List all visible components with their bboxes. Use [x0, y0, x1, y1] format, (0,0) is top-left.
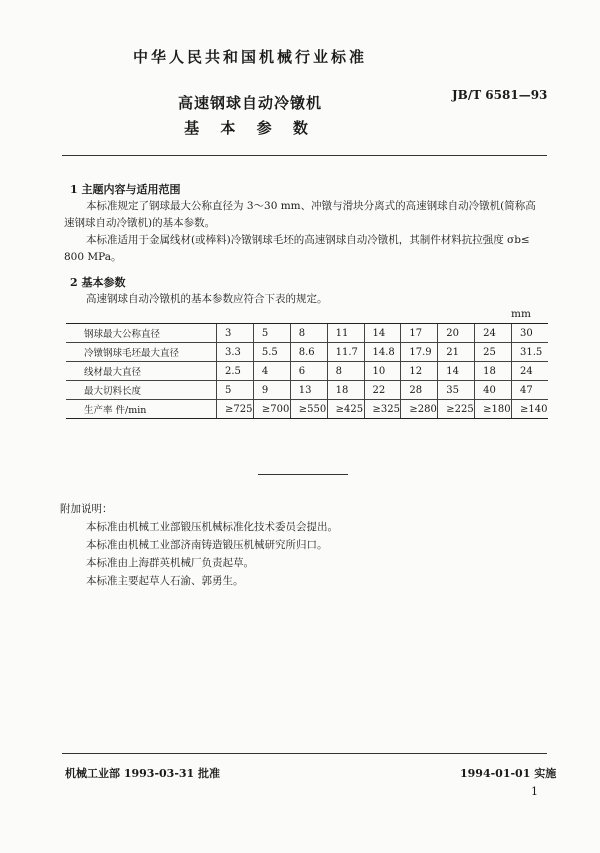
section-1-paragraph-1-line-2: 速钢球自动冷镦机)的基本参数。 — [64, 217, 216, 229]
table-cell: ≥700 — [253, 400, 290, 419]
parameters-table — [66, 323, 548, 419]
additional-notes — [60, 500, 338, 590]
section-1-heading: 1 主题内容与适用范围 — [70, 183, 181, 196]
table-unit: mm — [511, 308, 531, 320]
standard-code: JB/T 6581—93 — [452, 88, 548, 102]
table-cell: 22 — [364, 381, 401, 400]
table-cell: 3.3 — [217, 343, 254, 362]
row-label: 最大切料长度 — [66, 381, 217, 400]
footer-divider — [62, 753, 547, 754]
table-cell: ≥550 — [290, 400, 327, 419]
table-cell: 14 — [438, 362, 475, 381]
table-cell: 8 — [290, 324, 327, 343]
table-cell: 2.5 — [217, 362, 254, 381]
table-cell: ≥725 — [217, 400, 254, 419]
section-1-paragraph-2-line-1: 本标准适用于金属线材(或棒料)冷镦钢球毛坯的高速钢球自动冷镦机，其制件材料抗拉强度 σb≤ — [86, 234, 530, 246]
standard-category: 中华人民共和国机械行业标准 — [132, 48, 367, 66]
table-cell: 40 — [475, 381, 512, 400]
table-cell: 8.6 — [290, 343, 327, 362]
table-cell: 17 — [401, 324, 438, 343]
table-row — [66, 381, 548, 400]
document-title: 高速钢球自动冷镦机 — [177, 94, 322, 112]
table-cell: 11.7 — [327, 343, 364, 362]
table-cell: 5 — [253, 324, 290, 343]
implementation-date: 1994-01-01 实施 — [460, 767, 557, 780]
section-2-intro: 高速钢球自动冷镦机的基本参数应符合下表的规定。 — [86, 293, 328, 305]
table-cell: ≥180 — [475, 400, 512, 419]
table-cell: ≥280 — [401, 400, 438, 419]
table-cell: 21 — [438, 343, 475, 362]
table-cell: 4 — [253, 362, 290, 381]
table-cell: ≥140 — [512, 400, 549, 419]
section-1-paragraph-1-line-1: 本标准规定了钢球最大公称直径为 3～30 mm、冲镦与滑块分离式的高速钢球自动冷镦机(简称高 — [86, 200, 536, 212]
table-cell: 35 — [438, 381, 475, 400]
row-label: 生产率 件/min — [66, 400, 217, 419]
page-number: 1 — [531, 785, 538, 798]
table-cell: 5 — [217, 381, 254, 400]
section-1-paragraph-2-line-2: 800 MPa。 — [64, 251, 122, 263]
notes-title: 附加说明： — [60, 503, 113, 515]
table-cell: 14 — [364, 324, 401, 343]
table-cell: 3 — [217, 324, 254, 343]
table-cell: 18 — [327, 381, 364, 400]
table-row — [66, 324, 548, 343]
approval-date: 机械工业部 1993-03-31 批准 — [65, 767, 221, 780]
document-subtitle: 基 本 参 数 — [184, 119, 316, 137]
table-cell: ≥425 — [327, 400, 364, 419]
end-of-text-rule — [258, 474, 348, 475]
table-cell: 30 — [512, 324, 549, 343]
row-label: 冷镦钢球毛坯最大直径 — [66, 343, 217, 362]
table-cell: 24 — [475, 324, 512, 343]
table-row — [66, 343, 548, 362]
table-cell: ≥225 — [438, 400, 475, 419]
table-row — [66, 362, 548, 381]
header-divider — [62, 155, 547, 156]
note-line: 本标准由机械工业部济南铸造锻压机械研究所归口。 — [86, 539, 328, 551]
table-cell: 25 — [475, 343, 512, 362]
table-cell: 47 — [512, 381, 549, 400]
table-cell: 14.8 — [364, 343, 401, 362]
table-cell: 8 — [327, 362, 364, 381]
table-cell: 17.9 — [401, 343, 438, 362]
table-cell: 11 — [327, 324, 364, 343]
table-cell: 9 — [253, 381, 290, 400]
table-cell: 24 — [512, 362, 549, 381]
table-cell: 5.5 — [253, 343, 290, 362]
table-cell: 12 — [401, 362, 438, 381]
note-line: 本标准由机械工业部锻压机械标准化技术委员会提出。 — [86, 521, 338, 533]
table-cell: ≥325 — [364, 400, 401, 419]
table-cell: 13 — [290, 381, 327, 400]
table-cell: 6 — [290, 362, 327, 381]
table-row — [66, 400, 548, 419]
table-cell: 10 — [364, 362, 401, 381]
table-cell: 18 — [475, 362, 512, 381]
section-2-heading: 2 基本参数 — [70, 276, 126, 289]
table-cell: 28 — [401, 381, 438, 400]
table-cell: 31.5 — [512, 343, 549, 362]
note-line: 本标准主要起草人石渝、郭勇生。 — [86, 575, 244, 587]
row-label: 钢球最大公称直径 — [66, 324, 217, 343]
table-cell: 20 — [438, 324, 475, 343]
row-label: 线材最大直径 — [66, 362, 217, 381]
note-line: 本标准由上海群英机械厂负责起草。 — [86, 557, 254, 569]
